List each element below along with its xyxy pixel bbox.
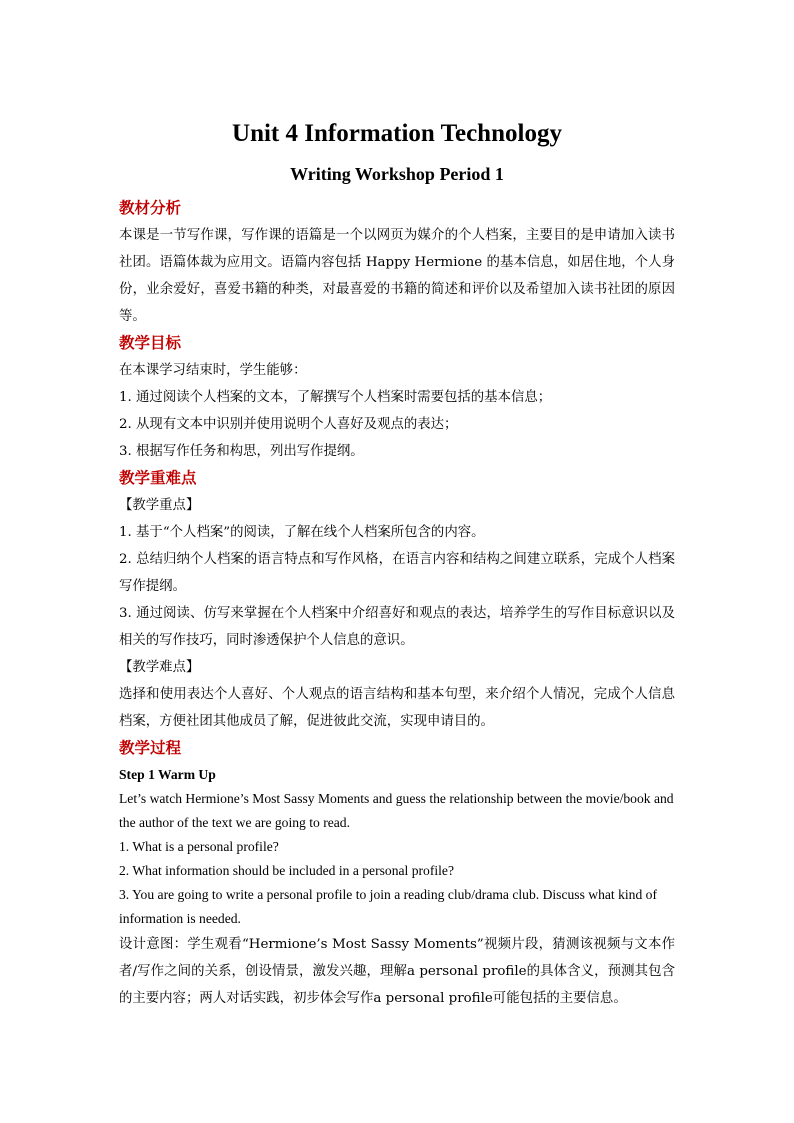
analysis-paragraph: 本课是一节写作课，写作课的语篇是一个以网页为媒介的个人档案，主要目的是申请加入读书社团。语篇体裁为应用文。语篇内容包括 Happy Hermione 的基本信息，如居住地，个人身份，业余爱好，喜爱书籍的种类，对最喜爱的书籍的简述和评价以及希望加入读书社团的原因等。 — [119, 228, 675, 324]
step1-intro: Let’s watch Hermione’s Most Sassy Moments and guess the relationship between the movie/book and the author of the text we are going to read. — [119, 791, 674, 830]
difficulty-label: 【教学难点】 — [119, 660, 200, 675]
design-intent-paragraph: 设计意图：学生观看“Hermione’s Most Sassy Moments”视频片段，猜测该视频与文本作者/写作之间的关系，创设情景，激发兴趣，理解a personal profile的具体含义，预测其包含的主要内容；两人对话实践，初步体会写作a personal profile可能包括的主要信息。 — [119, 937, 675, 1006]
objectives-intro: 在本课学习结束时，学生能够： — [119, 363, 307, 378]
objective-item: 1. 通过阅读个人档案的文本，了解撰写个人档案时需要包括的基本信息； — [119, 390, 552, 405]
section-heading-process: 教学过程 — [119, 739, 182, 757]
objective-item: 2. 从现有文本中识别并使用说明个人喜好及观点的表达； — [119, 417, 458, 432]
focus-item: 1. 基于“个人档案”的阅读，了解在线个人档案所包含的内容。 — [119, 525, 485, 540]
warmup-question: 2. What information should be included in a personal profile? — [119, 863, 454, 878]
objective-item: 3. 根据写作任务和构思，列出写作提纲。 — [119, 444, 364, 459]
warmup-question: 1. What is a personal profile? — [119, 839, 279, 854]
step1-title: Step 1 Warm Up — [119, 767, 216, 782]
document-title: Unit 4 Information Technology — [232, 120, 562, 147]
document-body — [119, 195, 675, 1012]
section-heading-analysis: 教材分析 — [119, 199, 182, 217]
section-heading-objectives: 教学目标 — [119, 334, 182, 352]
difficulty-paragraph: 选择和使用表达个人喜好、个人观点的语言结构和基本句型，来介绍个人情况，完成个人信息档案，方便社团其他成员了解，促进彼此交流，实现申请目的。 — [119, 687, 675, 729]
focus-item: 2. 总结归纳个人档案的语言特点和写作风格，在语言内容和结构之间建立联系，完成个人档案写作提纲。 — [119, 552, 675, 594]
warmup-question: 3. You are going to write a personal profile to join a reading club/drama club. Discuss what kind of information is needed. — [119, 887, 657, 926]
focus-label: 【教学重点】 — [119, 498, 200, 513]
focus-item: 3. 通过阅读、仿写来掌握在个人档案中介绍喜好和观点的表达，培养学生的写作目标意识以及相关的写作技巧，同时渗透保护个人信息的意识。 — [119, 606, 675, 648]
document-subtitle: Writing Workshop Period 1 — [290, 164, 504, 184]
section-heading-keypoints: 教学重难点 — [119, 469, 197, 487]
